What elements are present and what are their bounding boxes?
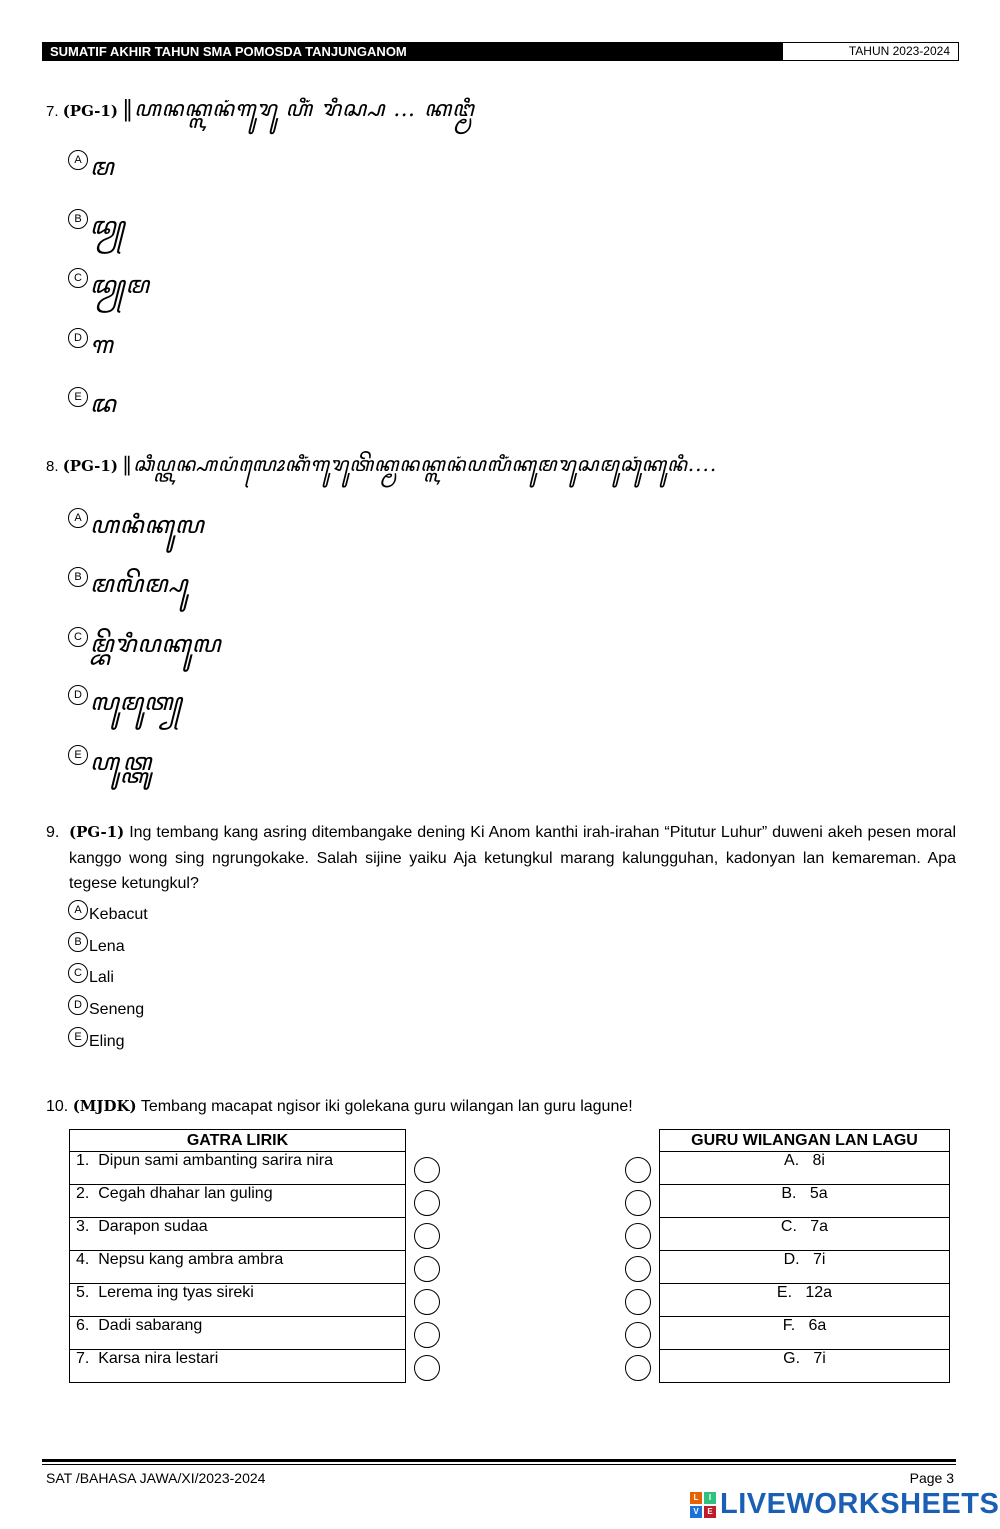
question-number: 8. xyxy=(46,458,59,475)
lyrics-row xyxy=(70,1152,406,1185)
row-text: Lerema ing tyas sireki xyxy=(98,1284,254,1301)
row-text: Dipun sami ambanting sarira nira xyxy=(98,1152,334,1169)
footer-code: SAT /BAHASA JAWA/XI/2023-2024 xyxy=(46,1470,266,1486)
q7-option-e[interactable] xyxy=(68,387,117,434)
brand-letter: L xyxy=(690,1492,702,1504)
lyrics-header: GATRA LIRIK xyxy=(70,1130,406,1152)
question-text: ‖ꦲꦤꦏ꧀ꦭꦤꦁꦒꦸꦫꦸ ꦲꦶꦁ ꦫꦶꦱ꧀ꦥ … ꦏꦔ꧀ꦩꦶ xyxy=(122,97,475,122)
option-text: ꦭꦸꦩꦸꦠ꧀ xyxy=(90,688,183,716)
option-radio[interactable]: B xyxy=(68,567,88,587)
q9-option-a[interactable] xyxy=(68,900,148,924)
q7-option-c[interactable] xyxy=(68,268,150,315)
answer-row xyxy=(660,1152,950,1185)
question-text: Tembang macapat ngisor iki golekana guru wilangan lan guru lagune! xyxy=(140,1098,633,1115)
match-circle-left[interactable] xyxy=(414,1223,440,1249)
row-text: 5a xyxy=(809,1185,828,1202)
option-radio[interactable]: C xyxy=(68,963,88,983)
match-circle-left[interactable] xyxy=(414,1355,440,1381)
page-number: Page 3 xyxy=(909,1470,954,1486)
match-circle-left[interactable] xyxy=(414,1289,440,1315)
match-circle-left[interactable] xyxy=(414,1322,440,1348)
row-text: 6a xyxy=(808,1317,827,1334)
question-text: ‖ꦕꦶꦥ꧀ꦠꦤ꧀ꦲꦥꦁꦭꦺꦴꦏꦶꦁꦒꦸꦫꦸꦠꦼꦏ꧀ꦩꦤꦏ꧀ꦭꦤꦁꦥꦭꦶꦁꦏꦸꦩꦫꦸꦱꦩꦸꦕꦸꦁꦏꦸꦤꦶ.... xyxy=(122,452,718,476)
row-number: 2. xyxy=(76,1185,90,1202)
row-text: 7i xyxy=(812,1251,826,1268)
match-circle-left[interactable] xyxy=(414,1157,440,1183)
row-text: Dadi sabarang xyxy=(98,1317,203,1334)
question-number: 9. xyxy=(46,824,60,841)
option-text: ꦲꦤꦶꦏꦸꦭ xyxy=(90,511,205,539)
option-radio[interactable]: E xyxy=(68,387,88,407)
footer-divider-thin xyxy=(42,1464,956,1465)
answer-row xyxy=(660,1185,950,1218)
q8-option-a[interactable] xyxy=(68,508,204,555)
question-text: Ing tembang kang asring ditembangake dening Ki Anom kanthi irah-irahan “Pitutur Luhur” duweni akeh pesen moral kanggo wong sing ngrungokake. Salah sijine yaiku Aja ketungkul marang kalungguhan, kadonyan lan kemareman. Apa tegese ketungkul? xyxy=(69,824,956,892)
option-text: Eling xyxy=(89,1033,125,1050)
question-7 xyxy=(46,92,474,137)
liveworksheets-logo[interactable] xyxy=(690,1488,999,1521)
answer-row xyxy=(660,1284,950,1317)
row-text: 8i xyxy=(812,1152,825,1169)
brand-name: LIVEWORKSHEETS xyxy=(720,1488,1000,1520)
header-title: SUMATIF AKHIR TAHUN SMA POMOSDA TANJUNGANOM xyxy=(42,42,782,61)
option-text: ꦩ꧀ꦧꦼꦫꦶꦥꦏꦸꦭ xyxy=(90,630,222,658)
question-8 xyxy=(46,450,946,490)
lyrics-row xyxy=(70,1251,406,1284)
lyrics-row xyxy=(70,1350,406,1383)
q8-option-d[interactable] xyxy=(68,685,183,732)
q9-option-d[interactable] xyxy=(68,995,144,1019)
row-text: 7a xyxy=(810,1218,829,1235)
match-circle-left[interactable] xyxy=(414,1190,440,1216)
footer-divider xyxy=(42,1459,956,1462)
lyrics-table xyxy=(69,1129,406,1383)
option-radio[interactable]: A xyxy=(68,900,88,920)
question-tag: (MJDK) xyxy=(72,1097,137,1115)
q8-option-c[interactable] xyxy=(68,627,221,674)
option-radio[interactable]: B xyxy=(68,932,88,952)
option-radio[interactable]: D xyxy=(68,328,88,348)
row-text: 12a xyxy=(805,1284,833,1301)
row-letter: F. xyxy=(782,1317,796,1334)
question-tag: (PG-1) xyxy=(62,457,118,475)
question-number: 7. xyxy=(46,103,59,120)
option-text: ꦩꦭꦼꦩ꧀ꦥꦸ xyxy=(90,570,189,598)
option-text: ꦒ xyxy=(90,331,114,359)
page-header xyxy=(42,42,959,61)
brand-letter: E xyxy=(704,1506,716,1518)
row-number: 1. xyxy=(76,1152,90,1169)
match-circle-right[interactable] xyxy=(625,1190,651,1216)
row-text: Karsa nira lestari xyxy=(98,1350,219,1367)
answer-row xyxy=(660,1350,950,1383)
answer-row xyxy=(660,1218,950,1251)
row-number: 6. xyxy=(76,1317,90,1334)
option-text: Lena xyxy=(89,938,125,955)
match-circle-right[interactable] xyxy=(625,1223,651,1249)
brand-letter: V xyxy=(690,1506,702,1518)
match-circle-left[interactable] xyxy=(414,1256,440,1282)
row-letter: B. xyxy=(781,1185,797,1202)
row-text: Nepsu kang ambra ambra xyxy=(98,1251,284,1268)
q8-option-e[interactable] xyxy=(68,745,152,792)
row-text: Cegah dhahar lan guling xyxy=(98,1185,273,1202)
header-year: TAHUN 2023-2024 xyxy=(782,42,959,61)
lyrics-row xyxy=(70,1284,406,1317)
row-text: 7i xyxy=(813,1350,826,1367)
row-letter: E. xyxy=(776,1284,793,1301)
row-number: 5. xyxy=(76,1284,90,1301)
q8-option-b[interactable] xyxy=(68,567,188,614)
lyrics-row xyxy=(70,1185,406,1218)
option-radio[interactable]: E xyxy=(68,1027,88,1047)
match-circle-right[interactable] xyxy=(625,1256,651,1282)
row-letter: C. xyxy=(780,1218,797,1235)
row-number: 7. xyxy=(76,1350,90,1367)
row-letter: A. xyxy=(784,1152,800,1169)
answers-table xyxy=(659,1129,950,1383)
row-number: 3. xyxy=(76,1218,90,1235)
question-tag: (PG-1) xyxy=(62,102,118,120)
option-radio[interactable]: D xyxy=(68,685,88,705)
q9-option-b[interactable] xyxy=(68,932,125,956)
question-number: 10. xyxy=(46,1098,69,1115)
answer-row xyxy=(660,1251,950,1284)
row-text: Darapon sudaa xyxy=(98,1218,208,1235)
lyrics-row xyxy=(70,1218,406,1251)
match-circle-right[interactable] xyxy=(625,1157,651,1183)
match-circle-right[interactable] xyxy=(625,1355,651,1381)
q9-option-e[interactable] xyxy=(68,1027,125,1051)
question-9 xyxy=(46,820,956,897)
question-10 xyxy=(46,1097,633,1116)
match-circle-right[interactable] xyxy=(625,1322,651,1348)
answers-header: GURU WILANGAN LAN LAGU xyxy=(660,1130,950,1152)
option-text: ꦲꦸꦠ꧀ꦠꦸ xyxy=(90,748,152,776)
option-radio[interactable]: E xyxy=(68,745,88,765)
option-text: Kebacut xyxy=(89,906,148,923)
q7-option-a[interactable] xyxy=(68,150,114,197)
option-radio[interactable]: A xyxy=(68,508,88,528)
answer-row xyxy=(660,1317,950,1350)
option-radio[interactable]: C xyxy=(68,268,88,288)
question-tag: (PG-1) xyxy=(69,823,125,841)
option-text: ꦢꦾ xyxy=(90,212,126,240)
row-letter: D. xyxy=(783,1251,800,1268)
row-number: 4. xyxy=(76,1251,90,1268)
option-radio[interactable]: A xyxy=(68,150,88,170)
brand-letter: I xyxy=(704,1492,716,1504)
option-text: ꦩ xyxy=(90,153,115,181)
q7-option-d[interactable] xyxy=(68,328,114,375)
option-text: ꦢꦾꦩ xyxy=(90,271,150,299)
option-radio[interactable]: C xyxy=(68,627,88,647)
lyrics-row xyxy=(70,1317,406,1350)
option-text: Seneng xyxy=(89,1001,145,1018)
option-radio[interactable]: D xyxy=(68,995,88,1015)
brand-grid-icon xyxy=(690,1492,716,1518)
match-circle-right[interactable] xyxy=(625,1289,651,1315)
q9-option-c[interactable] xyxy=(68,963,114,987)
option-text: Lali xyxy=(89,969,114,986)
q7-option-b[interactable] xyxy=(68,209,126,256)
option-text: ꦢ xyxy=(90,390,117,418)
option-radio[interactable]: B xyxy=(68,209,88,229)
row-letter: G. xyxy=(783,1350,801,1367)
